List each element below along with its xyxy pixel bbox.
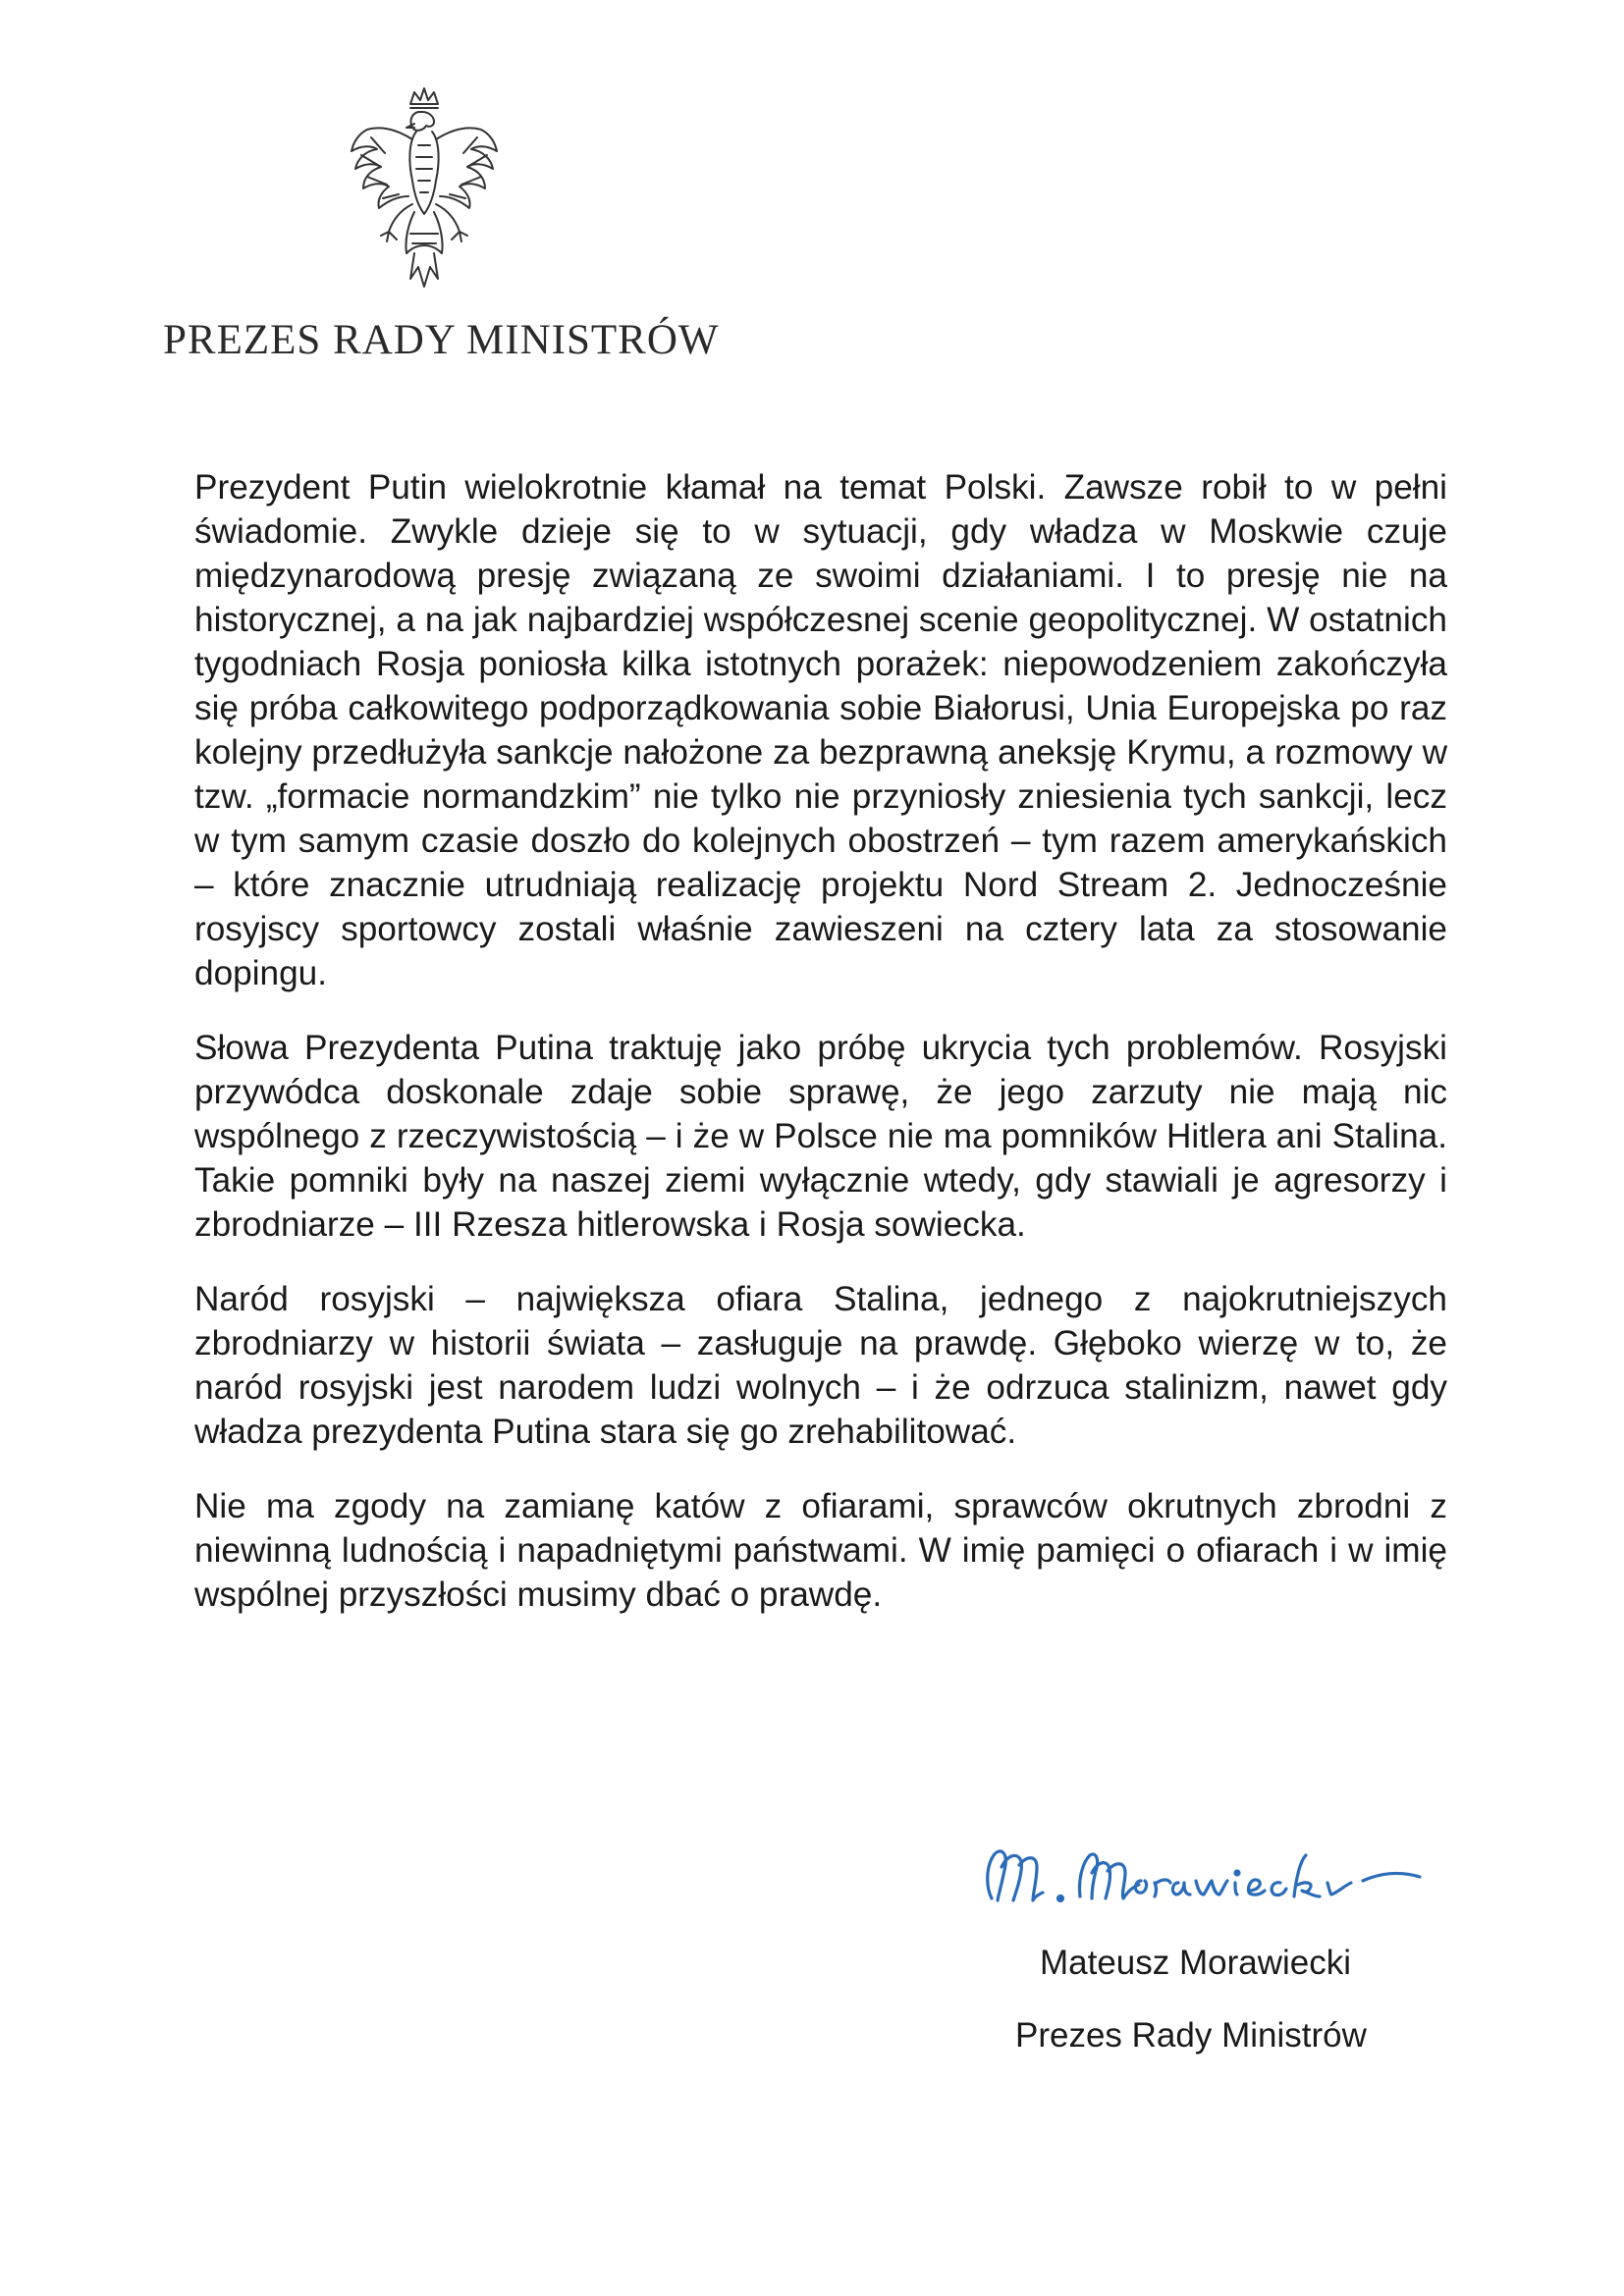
signer-name: Mateusz Morawiecki xyxy=(1040,1944,1352,1982)
paragraph-4: Nie ma zgody na zamianę katów z ofiarami, sprawców okrutnych zbrodni z niewinną ludnością i napadniętymi państwami. W imię pamięci o ofiarach i w imię wspólnej przyszłości musimy dbać o prawdę. xyxy=(194,1487,1447,1614)
paragraph-3: Naród rosyjski – największa ofiara Stalina, jednego z najokrutniejszych zbrodniarzy w historii świata – zasługuje na prawdę. Głęboko wierzę w to, że naród rosyjski jest narodem ludzi wolnych – i że odrzuca stalinizm, nawet gdy władza prezydenta Putina stara się go zrehabilitować. xyxy=(194,1280,1447,1451)
paragraph-2: Słowa Prezydenta Putina traktuję jako próbę ukrycia tych problemów. Rosyjski przywódca doskonale zdaje sobie sprawę, że jego zarzuty nie mają nic wspólnego z rzeczywistością – i że w Polsce nie ma pomników Hitlera ani Stalina. Takie pomniki były na naszej ziemi wyłącznie wtedy, gdy stawiali je agresorzy i zbrodniarze – III Rzesza hitlerowska i Rosja sowiecka. xyxy=(194,1029,1447,1244)
office-title: PREZES RADY MINISTRÓW xyxy=(163,317,720,363)
signer-title: Prezes Rady Ministrów xyxy=(1015,2016,1367,2055)
paragraph-1: Prezydent Putin wielokrotnie kłamał na temat Polski. Zawsze robił to w pełni świadomie. Zwykle dzieje się to w sytuacji, gdy władza w Moskwie czuje międzynarodową presję związaną ze swoimi działaniami. I to presję nie na historycznej, a na jak najbardziej współczesnej scenie geopolitycznej. W ostatnich tygodniach Rosja poniosła kilka istotnych porażek: niepowodzeniem zakończyła się próba całkowitego podporządkowania sobie Białorusi, Unia Europejska po raz kolejny przedłużyła sankcje nałożone za bezprawną aneksję Krymu, a rozmowy w tzw. „formacie normandzkim” nie tylko nie przyniosły zniesienia tych sankcji, lecz w tym samym czasie doszło do kolejnych obostrzeń – tym razem amerykańskich – które znacznie utrudniają realizację projektu Nord Stream 2. Jednocześnie rosyjscy sportowcy zostali właśnie zawieszeni na cztery lata za stosowanie dopingu. xyxy=(194,468,1447,992)
letter-body xyxy=(194,465,1447,1647)
polish-eagle-emblem-icon xyxy=(332,86,516,294)
handwritten-signature xyxy=(978,1838,1432,1918)
